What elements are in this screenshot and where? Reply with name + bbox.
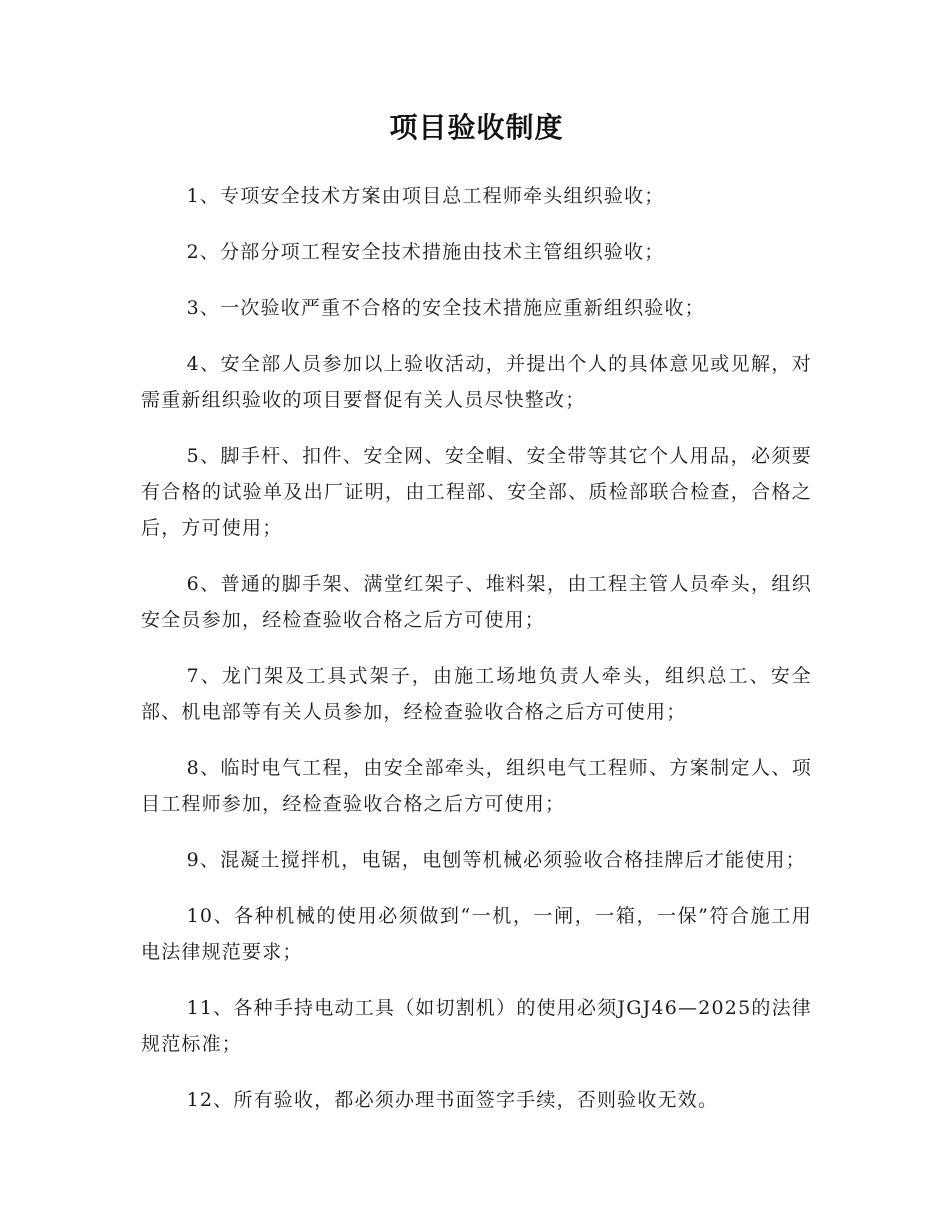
paragraph-11: 11、各种手持电动工具（如切割机）的使用必须JGJ46—2025的法律规范标准； <box>141 997 812 1055</box>
paragraph-6: 6、普通的脚手架、满堂红架子、堆料架，由工程主管人员牵头，组织安全员参加，经检查验收合格之后方可使用； <box>141 573 812 631</box>
paragraph-9: 9、混凝土搅拌机，电锯，电刨等机械必须验收合格挂牌后才能使用； <box>186 849 806 871</box>
paragraph-10: 10、各种机械的使用必须做到“一机，一闸，一箱，一保”符合施工用电法律规范要求； <box>141 905 812 963</box>
paragraph-1: 1、专项安全技术方案由项目总工程师牵头组织验收； <box>186 185 665 207</box>
document-title: 项目验收制度 <box>389 111 564 144</box>
paragraph-8: 8、临时电气工程，由安全部牵头，组织电气工程师、方案制定人、项目工程师参加，经检查验收合格之后方可使用； <box>141 757 812 815</box>
paragraph-3: 3、一次验收严重不合格的安全技术措施应重新组织验收； <box>186 297 705 319</box>
paragraph-12: 12、所有验收，都必须办理书面签字手续，否则验收无效。 <box>186 1089 719 1111</box>
paragraph-2: 2、分部分项工程安全技术措施由技术主管组织验收； <box>186 241 665 263</box>
document-body <box>141 178 812 1118</box>
paragraph-5: 5、脚手杆、扣件、安全网、安全帽、安全带等其它个人用品，必须要有合格的试验单及出厂证明，由工程部、安全部、质检部联合检查，合格之后，方可使用； <box>141 445 812 539</box>
paragraph-7: 7、龙门架及工具式架子，由施工场地负责人牵头，组织总工、安全部、机电部等有关人员参加，经检查验收合格之后方可使用； <box>141 665 812 723</box>
paragraph-4: 4、安全部人员参加以上验收活动，并提出个人的具体意见或见解，对需重新组织验收的项目要督促有关人员尽快整改； <box>141 353 812 411</box>
